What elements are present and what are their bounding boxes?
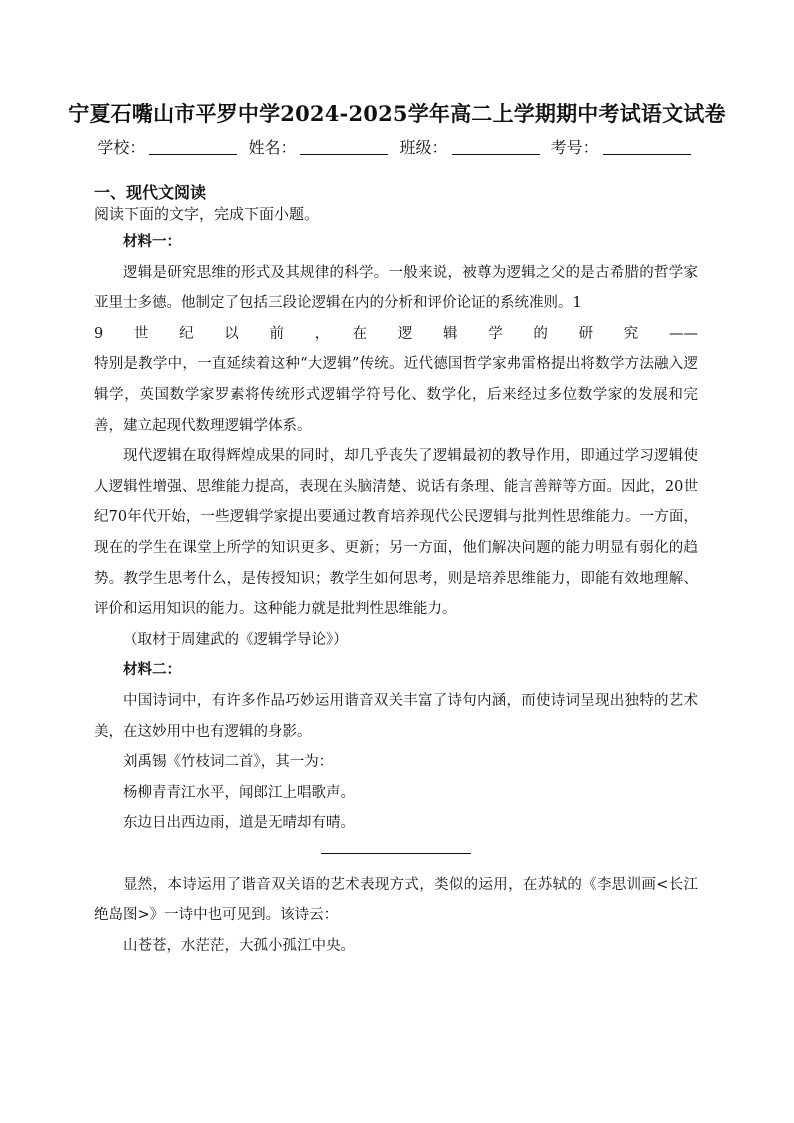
school-label: 学校：: [97, 138, 146, 157]
class-blank[interactable]: [452, 140, 540, 155]
material1-paragraph1-rest: 特别是教学中，一直延续着这种“大逻辑”传统。近代德国哲学家弗雷格提出将数学方法融入逻辑学，英国数学家罗素将传统形式逻辑学符号化、数学化，后来经过多位数学家的发展和完善，建立起现代数理逻辑学体系。: [94, 356, 698, 434]
exam-title: 宁夏石嘴山市平罗中学2024-2025学年高二上学期期中考试语文试卷: [68, 101, 726, 126]
material1-paragraph2: 现代逻辑在取得辉煌成果的同时，却几乎丧失了逻辑最初的教导作用，即通过学习逻辑使人逻辑性增强、思维能力提高，表现在头脑清楚、说话有条理、能言善辩等方面。因此，20世纪70年代开始，一些逻辑学家提出要通过教育培养现代公民逻辑与批判性思维能力。一方面，现在的学生在课堂上所学的知识更多、更新；另一方面，他们解决问题的能力明显有弱化的趋势。教学生思考什么，是传授知识；教学生如何思考，则是培养思维能力，即能有效地理解、评价和运用知识的能力。这种能力就是批判性思维能力。: [94, 448, 698, 618]
section-heading: 一、现代文阅读: [94, 183, 207, 202]
reading-content: [94, 227, 698, 962]
name-label: 姓名：: [248, 138, 297, 157]
section-instruction: 阅读下面的文字，完成下面小题。: [94, 205, 320, 223]
name-blank[interactable]: [300, 140, 388, 155]
poem-line-1: 杨柳青青江水平，闻郎江上唱歌声。: [123, 784, 355, 801]
material2-paragraph1: 中国诗词中，有许多作品巧妙运用谐音双关丰富了诗句内涵，而使诗词呈现出独特的艺术美，在这妙用中也有逻辑的身影。: [94, 692, 698, 740]
material2-paragraph2: 刘禹锡《竹枝词二首》，其一为：: [123, 754, 334, 771]
class-label: 班级：: [399, 138, 448, 157]
poem-line-2: 东边日出西边雨，道是无晴却有晴。: [123, 815, 355, 832]
material1-source: （取材于周建武的《逻辑学导论》）: [123, 631, 348, 648]
school-blank[interactable]: [149, 140, 237, 155]
exam-number-blank[interactable]: [603, 140, 691, 155]
material1-paragraph1-line2: 9 世 纪 以 前 ， 在 逻 辑 学 的 研 究 ——: [94, 325, 698, 342]
student-info-line: [0, 135, 794, 158]
material1-paragraph1-line1: 逻辑是研究思维的形式及其规律的科学。一般来说，被尊为逻辑之父的是古希腊的哲学家亚里士多德。他制定了包括三段论逻辑在内的分析和评价论证的系统准则。1: [94, 264, 698, 312]
material1-label: 材料一：: [123, 233, 181, 250]
material2-paragraph3: 显然，本诗运用了谐音双关语的艺术表现方式，类似的运用，在苏轼的《李思训画<长江绝岛图>》一诗中也可见到。该诗云：: [94, 876, 698, 924]
material2-label: 材料二：: [123, 661, 181, 679]
answer-blank-line[interactable]: [321, 853, 471, 854]
poem-line-3: 山苍苍，水茫茫，大孤小孤江中央。: [123, 938, 355, 955]
exam-number-label: 考号：: [550, 138, 599, 157]
